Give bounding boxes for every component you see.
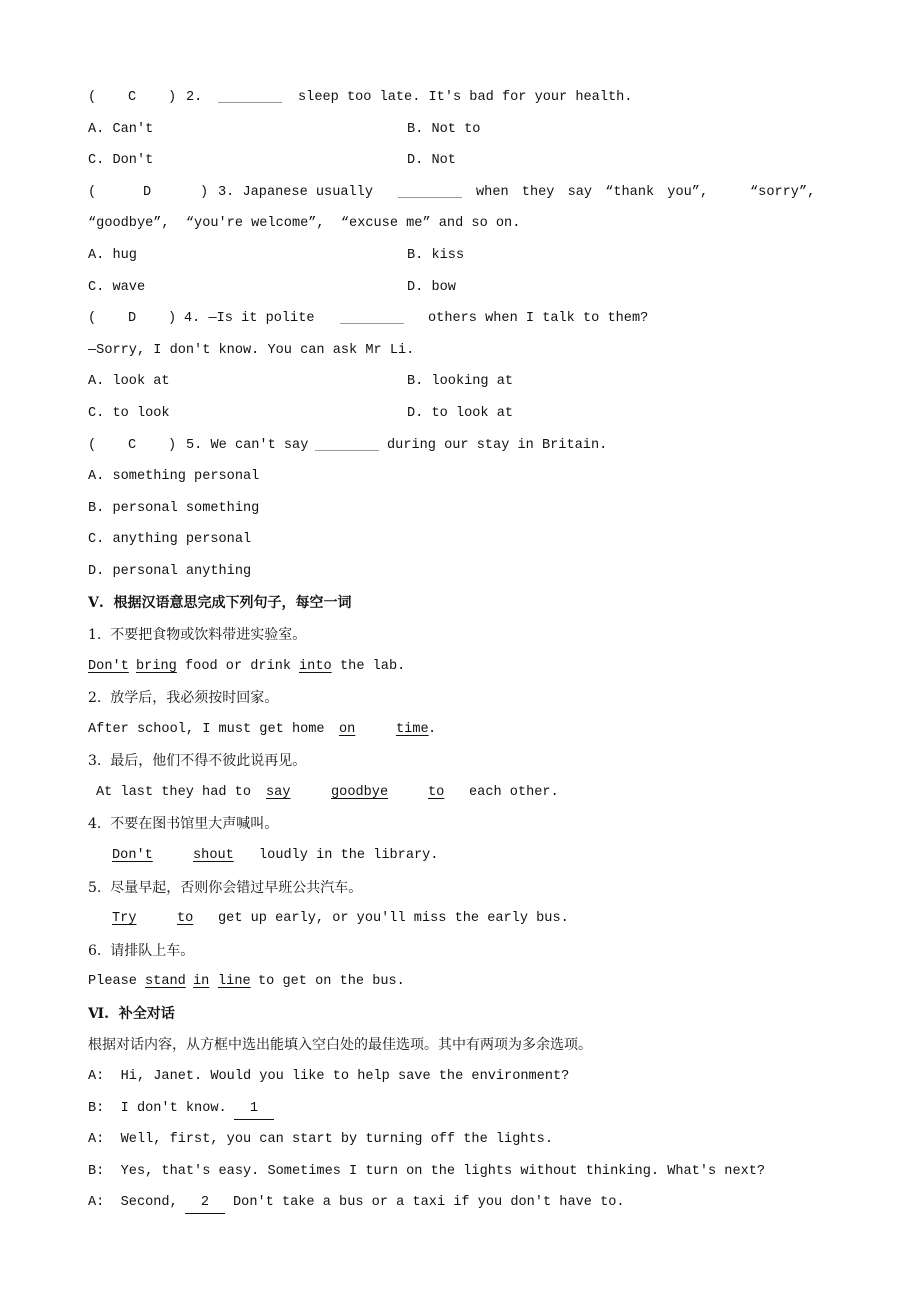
question-2 — [0, 88, 920, 108]
dialogue-line: Don't take a bus or a taxi if you don't have to. — [233, 1195, 625, 1210]
paren: ( — [88, 185, 97, 200]
sentence-text: get up early, or you'll miss the early bus. — [218, 911, 569, 926]
chinese-prompt: 5. 尽量早起，否则你会错过早班公共汽车。 — [88, 880, 363, 896]
answer: C — [128, 438, 137, 453]
instructions: 根据对话内容，从方框中选出能填入空白处的最佳选项。其中有两项为多余选项。 — [88, 1037, 592, 1053]
answer: Try — [112, 911, 137, 926]
question-text: “sorry”, — [750, 185, 816, 200]
question-4 — [0, 309, 920, 329]
dialogue-line: B: Yes, that's easy. Sometimes I turn on the lights without thinking. What's next? — [88, 1164, 766, 1179]
paren: ( — [88, 438, 97, 453]
answer: goodbye — [331, 785, 389, 800]
sentence-text: . — [428, 722, 437, 737]
answer-line-5 — [0, 909, 920, 929]
answer: shout — [193, 848, 234, 863]
answer: in — [193, 974, 210, 989]
question-text: when they say “thank you”, — [476, 185, 709, 200]
dialogue-line: A: Hi, Janet. Would you like to help save the environment? — [88, 1069, 570, 1084]
answer: line — [218, 974, 251, 989]
answer: to — [428, 785, 445, 800]
answer-line-2 — [0, 720, 920, 740]
option-b: B. kiss — [407, 248, 465, 263]
paren: ( — [88, 311, 97, 326]
option-d: D. to look at — [407, 406, 514, 421]
dialogue-line: B: I don't know. — [88, 1101, 227, 1116]
answer: into — [299, 659, 332, 674]
answer: say — [266, 785, 291, 800]
blank — [218, 88, 282, 103]
question-text: 4. —Is it polite — [184, 311, 315, 326]
question-text: others when I talk to them? — [428, 311, 649, 326]
paren: ) — [168, 90, 177, 105]
answer: Don't — [88, 659, 129, 674]
answer: Don't — [112, 848, 153, 863]
answer: to — [177, 911, 194, 926]
answer-line-4 — [0, 846, 920, 866]
option-a: A. something personal — [88, 469, 260, 484]
sentence-text: After school, I must get home — [88, 722, 325, 737]
option-d: D. Not — [407, 153, 456, 168]
option-b: B. looking at — [407, 374, 514, 389]
question-3 — [0, 183, 920, 203]
sentence-text: loudly in the library. — [259, 848, 439, 863]
answer: D — [128, 311, 137, 326]
sentence-text: each other. — [469, 785, 559, 800]
option-a: A. hug — [88, 248, 137, 263]
reply-text: —Sorry, I don't know. You can ask Mr Li. — [88, 343, 415, 358]
question-text: during our stay in Britain. — [387, 438, 608, 453]
sentence-text: to get on the bus. — [258, 974, 405, 989]
question-number: 2. — [186, 90, 203, 105]
blank-1: 1 — [234, 1099, 274, 1120]
option-c: C. to look — [88, 406, 170, 421]
sentence-text: At last they had to — [96, 785, 251, 800]
paren: ) — [200, 185, 209, 200]
section-5-heading: Ⅴ. 根据汉语意思完成下列句子，每空一词 — [88, 595, 352, 611]
question-5 — [0, 436, 920, 456]
paren: ( — [88, 90, 97, 105]
dialogue-line: A: Second, — [88, 1195, 178, 1210]
answer: time — [396, 722, 429, 737]
question-text: “goodbye”, “you're welcome”, “excuse me” and so on. — [88, 216, 521, 231]
chinese-prompt: 6. 请排队上车。 — [88, 943, 195, 959]
option-c: C. Don't — [88, 153, 154, 168]
answer-line-1 — [0, 657, 920, 677]
blank-2: 2 — [185, 1193, 225, 1214]
sentence-text: the lab. — [340, 659, 406, 674]
sentence-text: Please — [88, 974, 137, 989]
blank — [315, 436, 379, 451]
answer: on — [339, 722, 356, 737]
chinese-prompt: 4. 不要在图书馆里大声喊叫。 — [88, 816, 279, 832]
blank — [340, 309, 404, 324]
answer: stand — [145, 974, 186, 989]
answer-line-3 — [0, 783, 920, 803]
sentence-text: food or drink — [185, 659, 292, 674]
section-6-heading: Ⅵ. 补全对话 — [88, 1006, 175, 1022]
question-text: sleep too late. It's bad for your health. — [298, 90, 633, 105]
option-a: A. look at — [88, 374, 170, 389]
answer: C — [128, 90, 137, 105]
chinese-prompt: 3. 最后，他们不得不彼此说再见。 — [88, 753, 307, 769]
paren: ) — [168, 438, 177, 453]
chinese-prompt: 1. 不要把食物或饮料带进实验室。 — [88, 627, 307, 643]
answer: bring — [136, 659, 177, 674]
option-c: C. wave — [88, 280, 146, 295]
question-text: 5. We can't say — [186, 438, 309, 453]
paren: ) — [168, 311, 177, 326]
answer: D — [143, 185, 152, 200]
option-b: B. Not to — [407, 122, 481, 137]
option-a: A. Can't — [88, 122, 154, 137]
option-d: D. bow — [407, 280, 456, 295]
option-d: D. personal anything — [88, 564, 252, 579]
dialogue-line: A: Well, first, you can start by turning off the lights. — [88, 1132, 553, 1147]
option-c: C. anything personal — [88, 532, 252, 547]
question-text: 3. Japanese usually — [218, 185, 373, 200]
option-b: B. personal something — [88, 501, 260, 516]
answer-line-6 — [0, 972, 920, 992]
blank — [398, 183, 462, 198]
chinese-prompt: 2. 放学后，我必须按时回家。 — [88, 690, 279, 706]
